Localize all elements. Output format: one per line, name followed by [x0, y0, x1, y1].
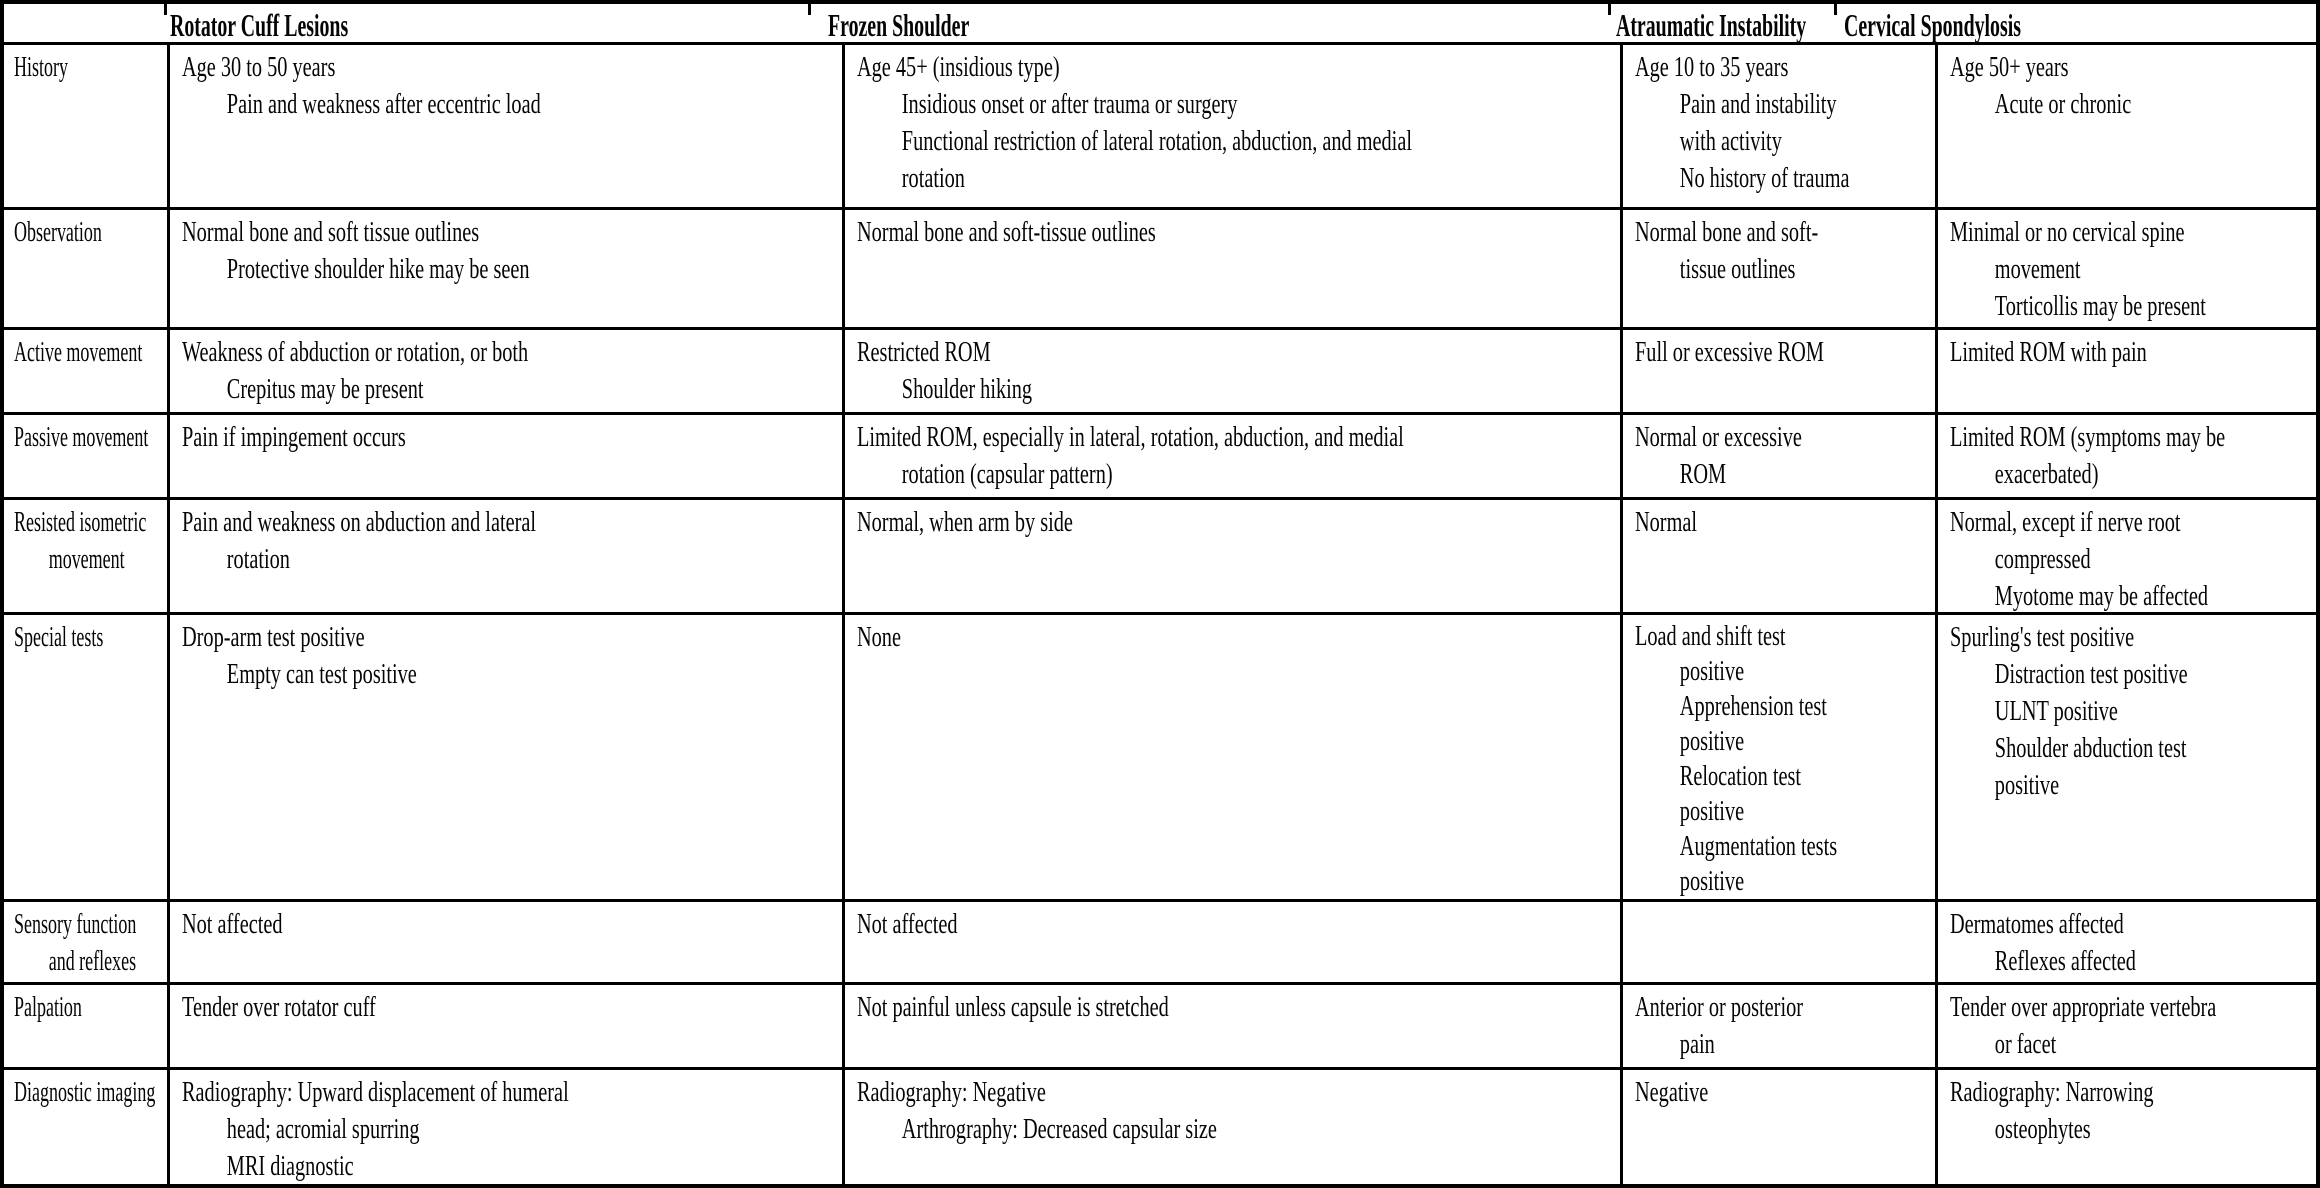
cell-text-line: History: [14, 51, 68, 83]
cell-active-movement-cervical-spondylosis: [1938, 330, 2316, 415]
cell-diagnostic-imaging-frozen-shoulder: [845, 1070, 1623, 1184]
cell-resisted-isometric-atraumatic-instability: [1623, 500, 1938, 615]
header-column-tick: [808, 4, 811, 15]
cell-text-line: Limited ROM (symptoms may be: [1950, 421, 2226, 453]
cell-text-line: No history of trauma: [1679, 162, 1850, 194]
cell-text-line: ULNT positive: [1994, 695, 2118, 727]
column-header-cervical-spondylosis: Cervical Spondylosis: [1844, 7, 2021, 43]
cell-text-line: Weakness of abduction or rotation, or both: [182, 336, 529, 368]
cell-text-line: osteophytes: [1994, 1113, 2091, 1145]
cell-text-line: rotation: [901, 162, 965, 194]
cell-text-line: Pain if impingement occurs: [182, 421, 406, 453]
cell-text-line: Limited ROM, especially in lateral, rotation, abduction, and medial: [857, 421, 1404, 453]
cell-special-tests-cervical-spondylosis: [1938, 615, 2316, 902]
cell-text-line: Relocation test: [1679, 760, 1802, 792]
cell-text-line: Acute or chronic: [1994, 88, 2132, 120]
cell-text-line: Age 50+ years: [1950, 51, 2069, 83]
cell-text-line: Insidious onset or after trauma or surgery: [901, 88, 1238, 120]
header-column-tick: [164, 4, 167, 15]
cell-text-line: Observation: [14, 216, 102, 248]
cell-text-line: Radiography: Negative: [857, 1076, 1046, 1108]
cell-text-line: Limited ROM with pain: [1950, 336, 2147, 368]
cell-passive-movement-frozen-shoulder: [845, 415, 1623, 500]
cell-text-line: Pain and instability: [1679, 88, 1837, 120]
cell-text-line: Myotome may be affected: [1994, 580, 2209, 612]
cell-text-line: Negative: [1635, 1076, 1709, 1108]
cell-text-line: Tender over rotator cuff: [182, 991, 376, 1023]
cell-text-line: Pain and weakness after eccentric load: [226, 88, 541, 120]
header-column-tick: [1834, 4, 1837, 15]
cell-observation-rotator-cuff: [170, 210, 845, 330]
cell-passive-movement-rotator-cuff: [170, 415, 845, 500]
cell-palpation-frozen-shoulder: [845, 985, 1623, 1070]
cell-text-line: Normal: [1635, 506, 1698, 538]
cell-diagnostic-imaging-atraumatic-instability: [1623, 1070, 1938, 1184]
cell-history-cervical-spondylosis: [1938, 45, 2316, 210]
cell-passive-movement-atraumatic-instability: [1623, 415, 1938, 500]
cell-text-line: Empty can test positive: [226, 658, 417, 690]
cell-text-line: ROM: [1679, 458, 1727, 490]
cell-text-line: Pain and weakness on abduction and lateral: [182, 506, 537, 538]
row-label-palpation: [4, 985, 170, 1070]
cell-resisted-isometric-rotator-cuff: [170, 500, 845, 615]
cell-diagnostic-imaging-cervical-spondylosis: [1938, 1070, 2316, 1184]
cell-special-tests-rotator-cuff: [170, 615, 845, 902]
cell-text-line: exacerbated): [1994, 458, 2099, 490]
cell-text-line: Resisted isometric: [14, 506, 147, 538]
cell-text-line: Dermatomes affected: [1950, 908, 2124, 940]
cell-text-line: tissue outlines: [1679, 253, 1796, 285]
column-header-frozen-shoulder: Frozen Shoulder: [828, 7, 970, 43]
cell-palpation-rotator-cuff: [170, 985, 845, 1070]
cell-text-line: Restricted ROM: [857, 336, 991, 368]
cell-text-line: Passive movement: [14, 421, 149, 453]
cell-resisted-isometric-cervical-spondylosis: [1938, 500, 2316, 615]
cell-diagnostic-imaging-rotator-cuff: [170, 1070, 845, 1184]
cell-text-line: Normal, when arm by side: [857, 506, 1073, 538]
cell-text-line: None: [857, 621, 901, 653]
cell-text-line: Sensory function: [14, 908, 137, 940]
row-label-history: [4, 45, 170, 210]
cell-text-line: MRI diagnostic: [226, 1150, 354, 1182]
cell-text-line: Crepitus may be present: [226, 373, 424, 405]
cell-text-line: Normal bone and soft-: [1635, 216, 1819, 248]
cell-text-line: Functional restriction of lateral rotation, abduction, and medial: [901, 125, 1412, 157]
cell-history-rotator-cuff: [170, 45, 845, 210]
cell-palpation-cervical-spondylosis: [1938, 985, 2316, 1070]
cell-text-line: Tender over appropriate vertebra: [1950, 991, 2217, 1023]
row-label-sensory-function-and-reflexes: [4, 902, 170, 985]
cell-text-line: positive: [1679, 725, 1745, 757]
cell-active-movement-frozen-shoulder: [845, 330, 1623, 415]
cell-sensory-function-frozen-shoulder: [845, 902, 1623, 985]
cell-text-line: Age 30 to 50 years: [182, 51, 336, 83]
cell-text-line: Diagnostic imaging: [14, 1076, 156, 1108]
cell-text-line: Drop-arm test positive: [182, 621, 365, 653]
cell-sensory-function-cervical-spondylosis: [1938, 902, 2316, 985]
cell-resisted-isometric-frozen-shoulder: [845, 500, 1623, 615]
cell-text-line: with activity: [1679, 125, 1782, 157]
cell-text-line: Minimal or no cervical spine: [1950, 216, 2185, 248]
cell-text-line: Active movement: [14, 336, 143, 368]
cell-text-line: Torticollis may be present: [1994, 290, 2206, 322]
cell-text-line: Age 45+ (insidious type): [857, 51, 1060, 83]
cell-text-line: Anterior or posterior: [1635, 991, 1803, 1023]
cell-history-frozen-shoulder: [845, 45, 1623, 210]
cell-palpation-atraumatic-instability: [1623, 985, 1938, 1070]
table-header-row: [4, 4, 2316, 45]
cell-text-line: Shoulder hiking: [901, 373, 1033, 405]
cell-text-line: Not affected: [182, 908, 283, 940]
cell-text-line: positive: [1679, 655, 1745, 687]
row-label-diagnostic-imaging: [4, 1070, 170, 1184]
cell-observation-atraumatic-instability: [1623, 210, 1938, 330]
row-label-passive-movement: [4, 415, 170, 500]
cell-text-line: rotation: [226, 543, 290, 575]
cell-passive-movement-cervical-spondylosis: [1938, 415, 2316, 500]
cell-text-line: Normal bone and soft tissue outlines: [182, 216, 480, 248]
cell-sensory-function-rotator-cuff: [170, 902, 845, 985]
row-label-observation: [4, 210, 170, 330]
cell-text-line: and reflexes: [48, 945, 137, 977]
row-label-special-tests: [4, 615, 170, 902]
cell-text-line: positive: [1994, 769, 2060, 801]
cell-text-line: compressed: [1994, 543, 2091, 575]
cell-text-line: pain: [1679, 1028, 1715, 1060]
cell-text-line: Distraction test positive: [1994, 658, 2188, 690]
cell-text-line: positive: [1679, 795, 1745, 827]
cell-text-line: Age 10 to 35 years: [1635, 51, 1789, 83]
cell-text-line: Radiography: Narrowing: [1950, 1076, 2154, 1108]
column-header-atraumatic-instability: Atraumatic Instability: [1616, 7, 1807, 43]
cell-text-line: Full or excessive ROM: [1635, 336, 1824, 368]
row-label-resisted-isometric-movement: [4, 500, 170, 615]
cell-text-line: movement: [48, 543, 125, 575]
cell-observation-frozen-shoulder: [845, 210, 1623, 330]
cell-text-line: Normal, except if nerve root: [1950, 506, 2181, 538]
cell-text-line: Shoulder abduction test: [1994, 732, 2187, 764]
cell-text-line: Reflexes affected: [1994, 945, 2136, 977]
cell-special-tests-atraumatic-instability: [1623, 615, 1938, 902]
cell-text-line: Palpation: [14, 991, 82, 1023]
cell-active-movement-rotator-cuff: [170, 330, 845, 415]
cell-text-line: Radiography: Upward displacement of humeral: [182, 1076, 569, 1108]
cell-text-line: Apprehension test: [1679, 690, 1827, 722]
cell-text-line: movement: [1994, 253, 2081, 285]
header-column-tick: [1608, 4, 1611, 15]
cell-sensory-function-atraumatic-instability: [1623, 902, 1938, 985]
cell-history-atraumatic-instability: [1623, 45, 1938, 210]
cell-text-line: Not painful unless capsule is stretched: [857, 991, 1169, 1023]
cell-text-line: Spurling's test positive: [1950, 621, 2135, 653]
cell-text-line: Special tests: [14, 621, 104, 653]
cell-text-line: Augmentation tests: [1679, 830, 1838, 862]
cell-text-line: Normal bone and soft-tissue outlines: [857, 216, 1156, 248]
cell-observation-cervical-spondylosis: [1938, 210, 2316, 330]
cell-text-line: Load and shift test: [1635, 620, 1786, 652]
cell-special-tests-frozen-shoulder: [845, 615, 1623, 902]
cell-text-line: Arthrography: Decreased capsular size: [901, 1113, 1217, 1145]
cell-text-line: Normal or excessive: [1635, 421, 1802, 453]
cell-active-movement-atraumatic-instability: [1623, 330, 1938, 415]
row-label-active-movement: [4, 330, 170, 415]
column-header-rotator-cuff-lesions: Rotator Cuff Lesions: [170, 7, 349, 43]
cell-text-line: Not affected: [857, 908, 958, 940]
cell-text-line: head; acromial spurring: [226, 1113, 420, 1145]
cell-text-line: Protective shoulder hike may be seen: [226, 253, 530, 285]
cell-text-line: positive: [1679, 865, 1745, 897]
cell-text-line: rotation (capsular pattern): [901, 458, 1113, 490]
cell-text-line: or facet: [1994, 1028, 2057, 1060]
